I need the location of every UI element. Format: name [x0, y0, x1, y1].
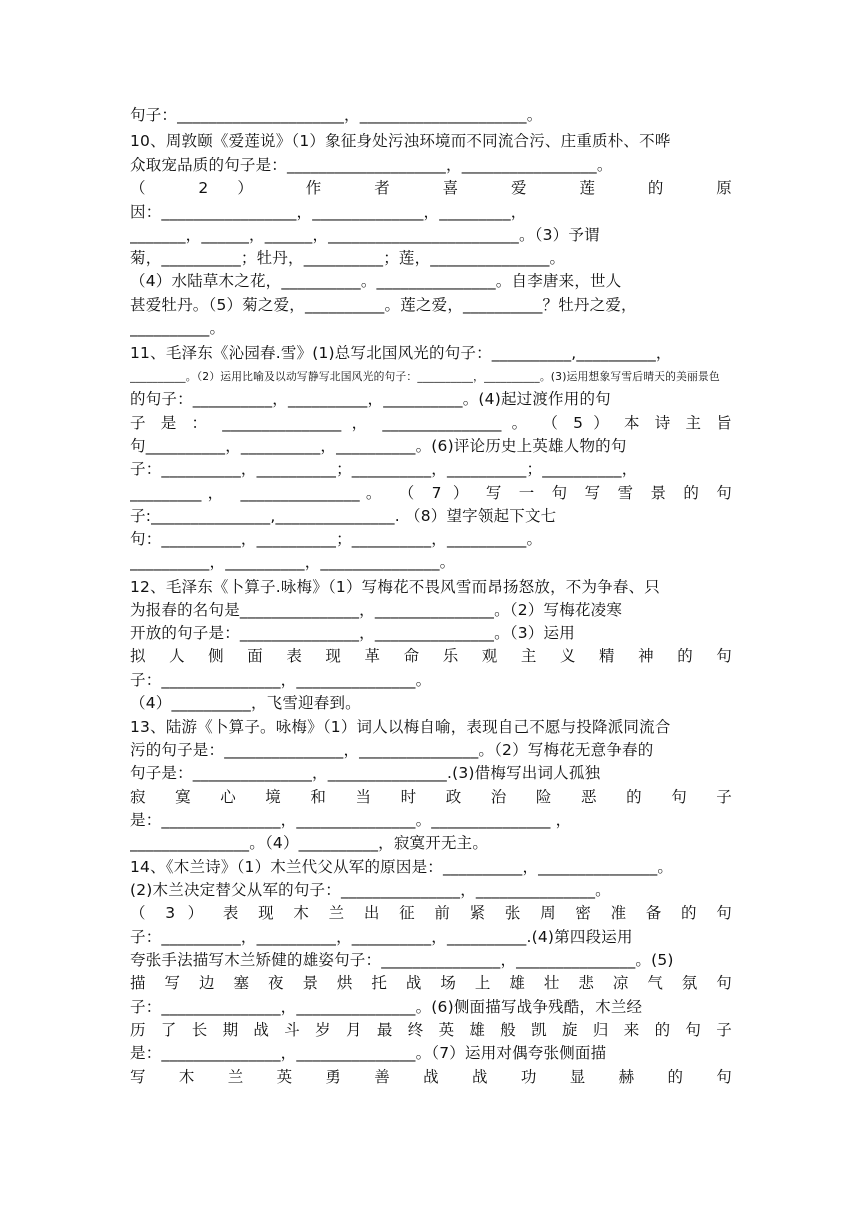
text-line: 13、陆游《卜算子。咏梅》（1）词人以梅自喻，表现自己不愿与投降派同流合 — [130, 718, 671, 736]
text-line: 拟 人 侧 面 表 现 革 命 乐 观 主 义 精 神 的 句 — [130, 647, 732, 665]
text-line: 11、毛泽东《沁园春.雪》(1)总写北国风光的句子：__________,__________， — [130, 344, 672, 362]
text-line: 句__________，__________，__________。(6)评论历史上英雄人物的句 — [130, 437, 627, 455]
text-line: 是：_______________，_______________。（7）运用对偶夸张侧面描 — [130, 1044, 607, 1062]
text-line: 污的句子是：_______________，_______________。（2）写梅花无意争春的 — [130, 741, 654, 759]
text-line: 句子是：_______________，_______________.(3)借梅写出词人孤独 — [130, 764, 601, 782]
text-line: （ 2 ） 作 者 喜 爱 莲 的 原 — [130, 179, 732, 197]
text-line: 的句子：__________，__________，__________。(4)起过渡作用的句 — [130, 390, 611, 408]
text-line: 菊，__________；牡丹，__________；莲，_______________。 — [130, 249, 566, 267]
text-line: 句：__________，__________；__________，__________。 — [130, 530, 543, 548]
text-line: _______________。（4）__________，寂寞开无主。 — [130, 834, 489, 852]
text-line: 子：_______________，_______________。(6)侧面描写战争残酷，木兰经 — [130, 998, 643, 1016]
text-line: 甚爱牡丹。（5）菊之爱，__________。莲之爱，__________？牡丹之爱， — [130, 296, 637, 314]
text-line: 子：__________，__________；__________，__________；__________， — [130, 460, 638, 478]
text-line: 为报春的名句是_______________，_______________。（2）写梅花凌寒 — [130, 601, 623, 619]
text-line: （4）水陆草木之花，__________。_______________。自李唐来，世人 — [130, 272, 622, 290]
text-line: 寂 寞 心 境 和 当 时 政 治 险 恶 的 句 子 — [130, 788, 732, 806]
text-line: 因：_________________，______________，_________， — [130, 203, 527, 221]
text-line: 是：_______________，_______________。_______________ ， — [130, 811, 572, 829]
text-line: 写 木 兰 英 勇 善 战 战 功 显 赫 的 句 — [130, 1068, 732, 1086]
text-line: 子：_______________，_______________。 — [130, 671, 432, 689]
text-line: __________。（2）运用比喻及以动写静写北国风光的句子：__________，__________。(3)运用想象写雪后晴天的美丽景色 — [130, 370, 720, 383]
text-line: _______，______，______，________________________。（3）予谓 — [130, 226, 600, 244]
text-line: 句子：_____________________，_____________________。 — [130, 106, 543, 124]
text-line: 子：__________，__________，__________，__________.(4)第四段运用 — [130, 928, 633, 946]
text-line: __________，__________，_______________。 — [130, 553, 456, 571]
text-line: （4）__________，飞雪迎春到。 — [130, 694, 361, 712]
text-line: 描 写 边 塞 夜 景 烘 托 战 场 上 雄 壮 悲 凉 气 氛 句 — [130, 974, 732, 992]
text-line: 10、周敦颐《爱莲说》（1）象征身处污浊环境而不同流合污、庄重质朴、不哗 — [130, 132, 671, 150]
text-line: 开放的句子是：_______________，_______________。（3）运用 — [130, 624, 575, 642]
text-line: 14、《木兰诗》（1）木兰代父从军的原因是：__________，_______________。 — [130, 858, 674, 876]
text-line: 12、毛泽东《卜算子.咏梅》（1）写梅花不畏风雪而昂扬怒放，不为争春、只 — [130, 578, 660, 596]
text-line: 历 了 长 期 战 斗 岁 月 最 终 英 雄 般 凯 旋 归 来 的 句 子 — [130, 1021, 732, 1039]
text-line: 子 是 ： _______________ ， _______________ 。 （ 5 ） 本 诗 主 旨 — [130, 414, 732, 432]
text-line: 夸张手法描写木兰矫健的雄姿句子：_______________，_______________。(5) — [130, 951, 674, 969]
text-line: （ 3 ） 表 现 木 兰 出 征 前 紧 张 周 密 准 备 的 句 — [130, 904, 732, 922]
text-line: (2)木兰决定替父从军的句子：_______________，_______________。 — [130, 881, 611, 899]
text-line: _________， _______________。 （ 7 ） 写 一 句 写 雪 景 的 句 — [130, 484, 732, 502]
text-line: __________。 — [130, 319, 226, 337]
text-line: 子:_______________,_______________. （8）望字领起下文七 — [130, 507, 557, 525]
text-line: 众取宠品质的句子是：____________________，_________________。 — [130, 156, 613, 174]
